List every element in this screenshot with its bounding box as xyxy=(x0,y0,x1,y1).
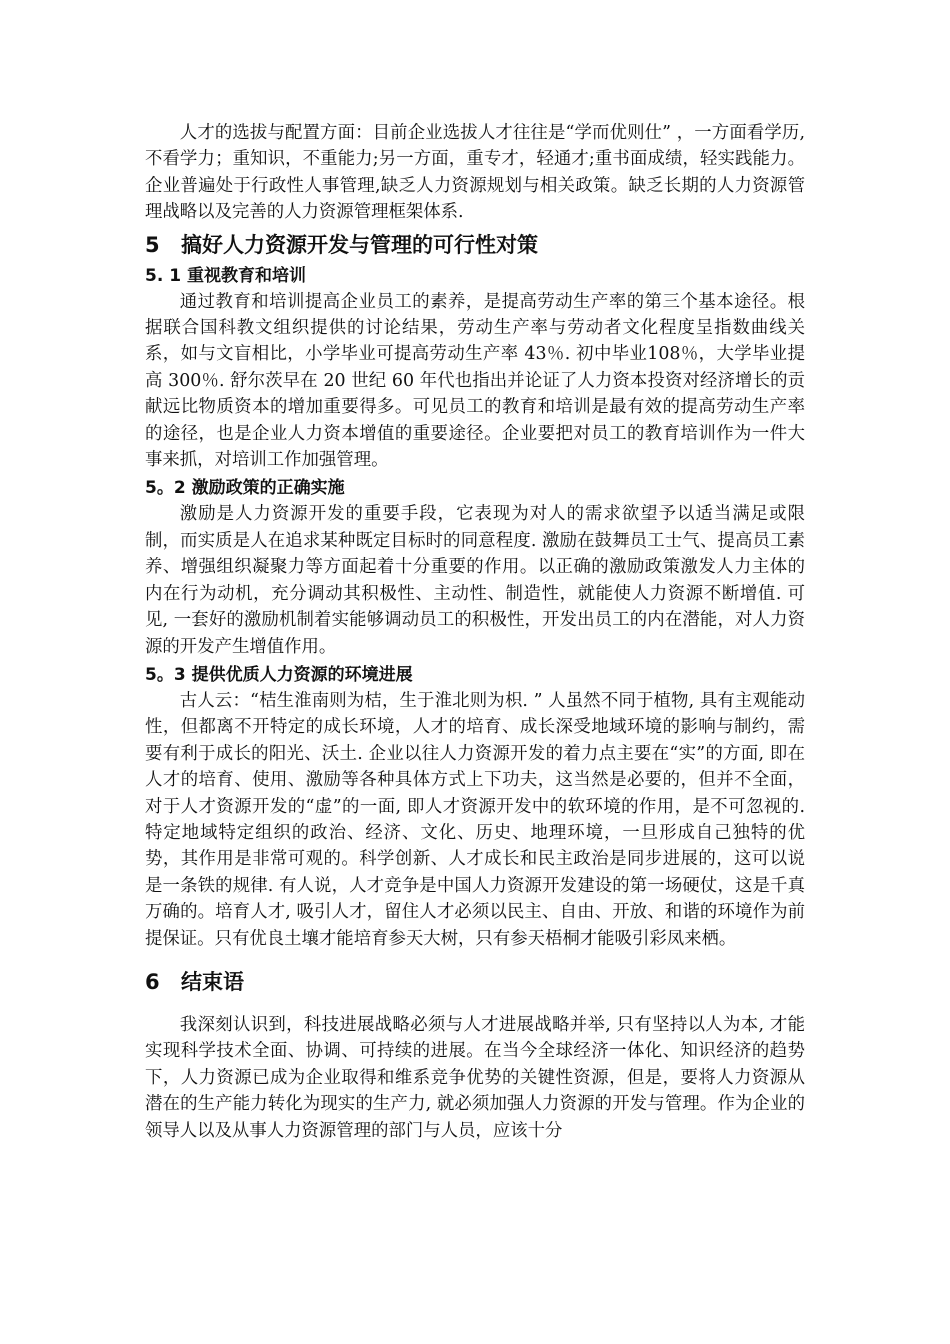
section-5-number: 5 xyxy=(145,232,160,257)
section-6-number: 6 xyxy=(145,969,160,994)
section-5-heading xyxy=(145,229,805,261)
paragraph-incentive-policy: 激励是人力资源开发的重要手段，它表现为对人的需求欲望予以适当满足或限制，而实质是人在追求某种既定目标时的同意程度. 激励在鼓舞员工士气、提高员工素养、增强组织凝聚力等方面起着十分重要的作用。以正确的激励政策激发人力主体的内在行为动机，充分调动其积极性、主动性、制造性，就能使人力资源不断增值. 可见, 一套好的激励机制着实能够调动员工的积极性，开发出员工的内在潜能，对人力资源的开发产生增值作用。 xyxy=(145,504,805,657)
section-5-1-heading: 5. 1 重视教育和培训 xyxy=(145,265,306,286)
paragraph-environment: 古人云：“桔生淮南则为桔，生于淮北则为枳. ” 人虽然不同于植物, 具有主观能动性，但都离不开特定的成长环境，人才的培育、成长深受地域环境的影响与制约，需要有利于成长的阳光、沃土. 企业以往人力资源开发的着力点主要在“实”的方面, 即在人才的培育、使用、激励等各种具体方式上下功夫，这当然是必要的，但并不全面，对于人才资源开发的“虚”的一面, 即人才资源开发中的软环境的作用，是不可忽视的. 特定地域特定组织的政治、经济、文化、历史、地理环境，一旦形成自己独特的优势，其作用是非常可观的。科学创新、人才成长和民主政治是同步进展的，这可以说是一条铁的规律. 有人说，人才竞争是中国人力资源开发建设的第一场硬仗，这是千真万确的。培育人才, 吸引人才，留住人才必须以民主、自由、开放、和谐的环境作为前提保证。只有优良土壤才能培育参天大树，只有参天梧桐才能吸引彩凤来栖。 xyxy=(145,690,805,949)
paragraph-education-training: 通过教育和培训提高企业员工的素养，是提高劳动生产率的第三个基本途径。根据联合国科教文组织提供的讨论结果，劳动生产率与劳动者文化程度呈指数曲线关系，如与文盲相比，小学毕业可提高劳动生产率 43％. 初中毕业108％，大学毕业提高 300％. 舒尔茨早在 20 世纪 60 年代也指出并论证了人力资本投资对经济增长的贡献远比物质资本的增加重要得多。可见员工的教育和培训是最有效的提高劳动生产率的途径，也是企业人力资本增值的重要途径。企业要把对员工的教育培训作为一件大事来抓，对培训工作加强管理。 xyxy=(145,291,805,471)
paragraph-conclusion: 我深刻认识到，科技进展战略必须与人才进展战略并举, 只有坚持以人为本, 才能实现科学技术全面、协调、可持续的进展。在当今全球经济一体化、知识经济的趋势下，人力资源已成为企业取得和维系竞争优势的关键性资源，但是，要将人力资源从潜在的生产能力转化为现实的生产力, 就必须加强人力资源的开发与管理。作为企业的领导人以及从事人力资源管理的部门与人员，应该十分 xyxy=(145,1014,805,1141)
section-5-2-heading: 5。2 激励政策的正确实施 xyxy=(145,478,345,499)
section-5-title: 搞好人力资源开发与管理的可行性对策 xyxy=(181,232,538,257)
section-6-heading xyxy=(145,966,805,998)
section-5-3-heading: 5。3 提供优质人力资源的环境进展 xyxy=(145,664,413,685)
paragraph-talent-selection: 人才的选拔与配置方面：目前企业选拔人才往往是“学而优则仕” ，一方面看学历,不看学力；重知识，不重能力;另一方面，重专才，轻通才;重书面成绩，轻实践能力。企业普遍处于行政性人事管理,缺乏人力资源规划与相关政策。缺乏长期的人力资源管理战略以及完善的人力资源管理框架体系. xyxy=(145,123,805,223)
section-6-title: 结束语 xyxy=(181,969,244,994)
document-page xyxy=(145,120,805,1144)
